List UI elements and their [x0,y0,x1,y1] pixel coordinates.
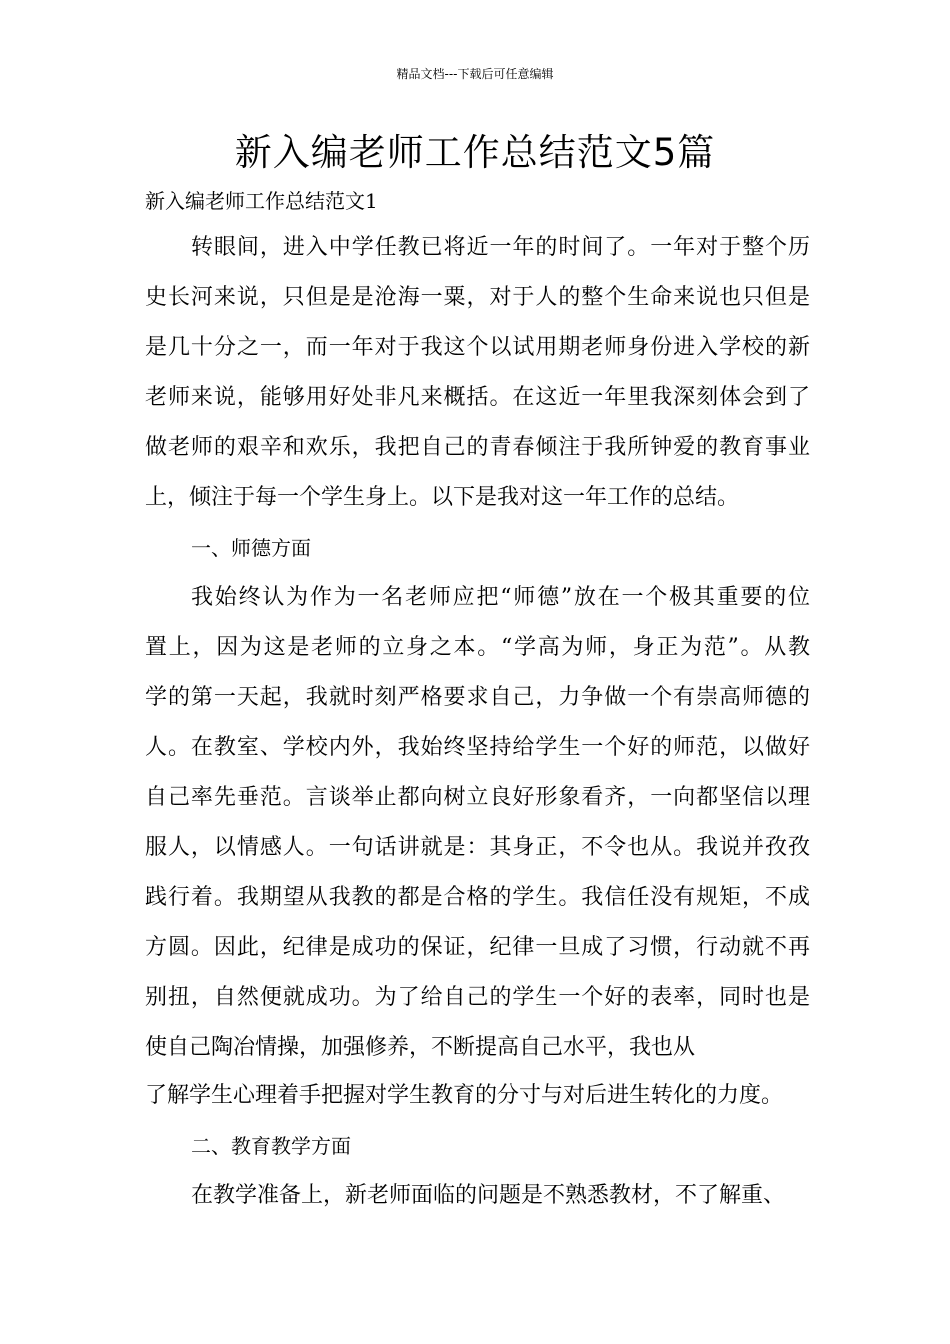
paragraph-line: 我始终认为作为一名老师应把“师德”放在一个极其重要的位 [191,585,810,610]
paragraph-line: 方圆。因此，纪律是成功的保证，纪律一旦成了习惯，行动就不再 [145,935,810,960]
section-heading: 二、教育教学方面 [191,1134,351,1158]
paragraph-line: 人。在教室、学校内外，我始终坚持给学生一个好的师范，以做好 [145,735,810,760]
section-subtitle: 新入编老师工作总结范文1 [145,189,378,213]
section-heading: 一、师德方面 [191,536,311,560]
paragraph-line: 置上，因为这是老师的立身之本。“学高为师，身正为范”。从教 [145,635,810,660]
paragraph-line: 践行着。我期望从我教的都是合格的学生。我信任没有规矩，不成 [145,885,810,910]
paragraph-line: 别扭，自然便就成功。为了给自己的学生一个好的表率，同时也是 [145,985,810,1010]
header-note: 精品文档---下载后可任意编辑 [396,67,554,81]
paragraph-line: 是几十分之一，而一年对于我这个以试用期老师身份进入学校的新 [145,335,810,360]
paragraph-line: 上，倾注于每一个学生身上。以下是我对这一年工作的总结。 [145,485,740,510]
paragraph-line: 学的第一天起，我就时刻严格要求自己，力争做一个有崇高师德的 [145,685,810,710]
document-title: 新入编老师工作总结范文5篇 [234,131,716,174]
paragraph-line: 在教学准备上，新老师面临的问题是不熟悉教材，不了解重、 [191,1183,786,1208]
paragraph-line: 老师来说，能够用好处非凡来概括。在这近一年里我深刻体会到了 [145,385,810,410]
paragraph-line: 做老师的艰辛和欢乐，我把自己的青春倾注于我所钟爱的教育事业 [145,435,810,460]
paragraph-line: 自己率先垂范。言谈举止都向树立良好形象看齐，一向都坚信以理 [145,785,810,810]
paragraph-line: 史长河来说，只但是是沧海一粟，对于人的整个生命来说也只但是 [145,285,810,310]
paragraph-line: 了解学生心理着手把握对学生教育的分寸与对后进生转化的力度。 [145,1083,784,1108]
paragraph-line: 转眼间，进入中学任教已将近一年的时间了。一年对于整个历 [191,235,810,260]
paragraph-line: 使自己陶冶情操，加强修养，不断提高自己水平，我也从 [145,1035,696,1060]
paragraph-line: 服人，以情感人。一句话讲就是：其身正，不令也从。我说并孜孜 [145,835,810,860]
